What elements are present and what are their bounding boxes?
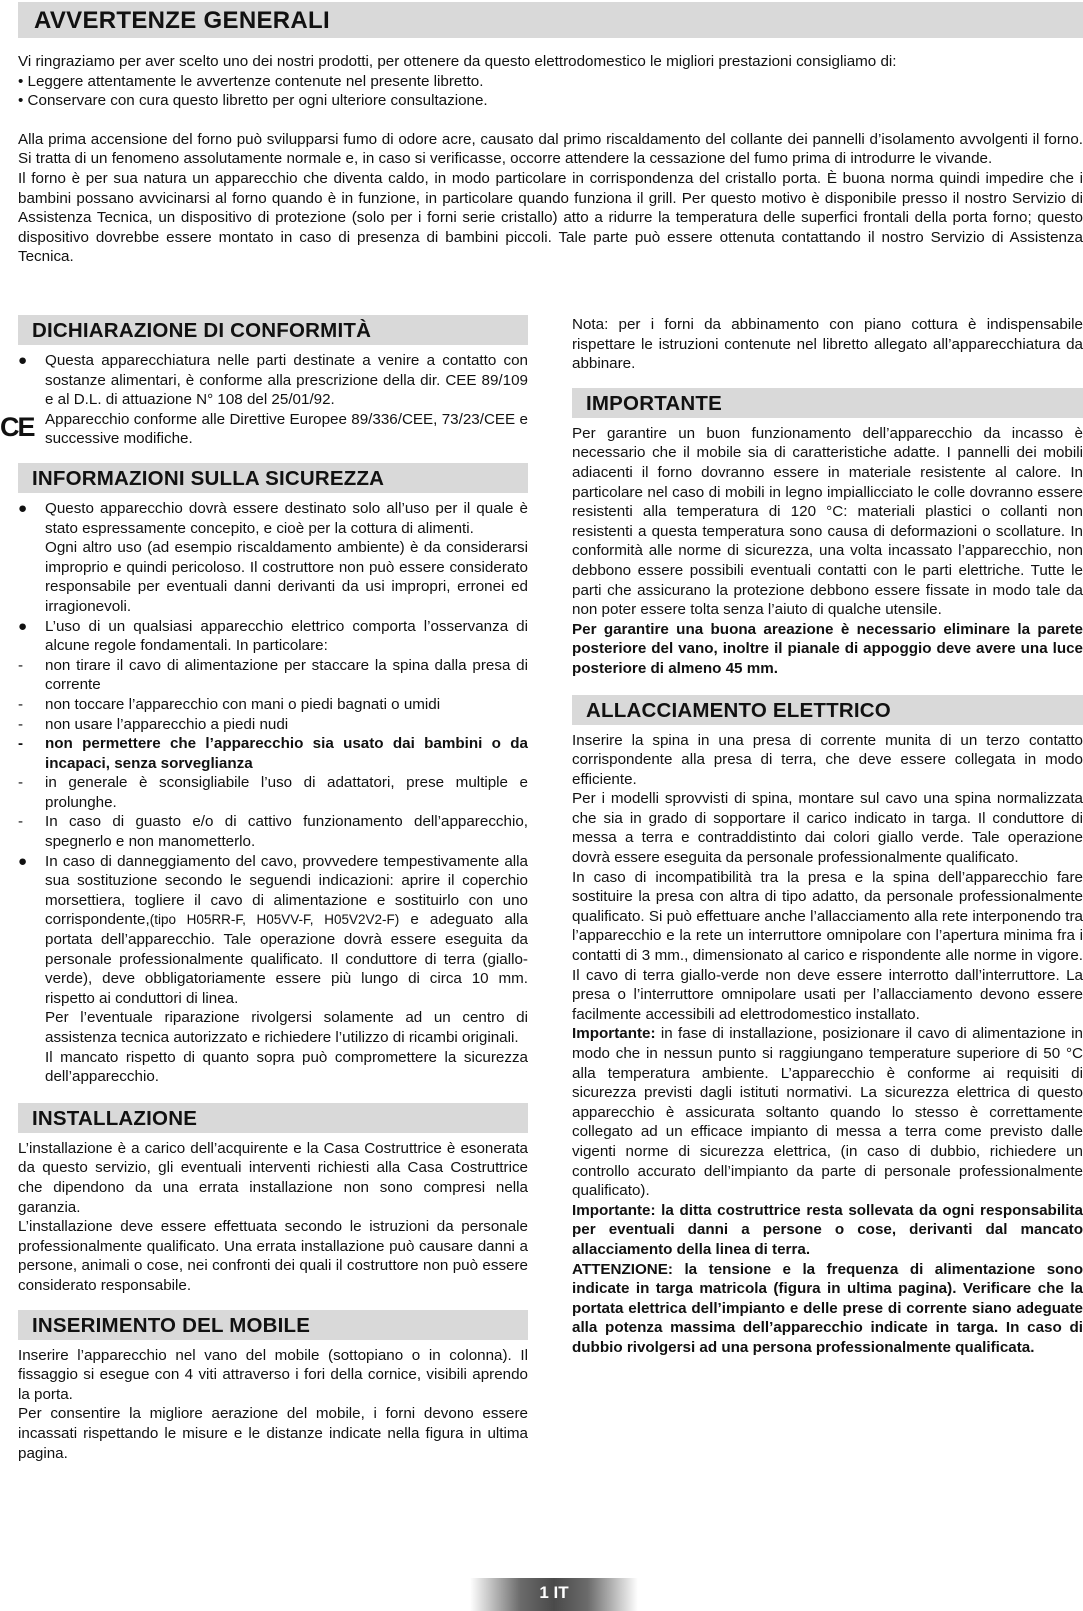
intro-paragraph: Alla prima accensione del forno può svilupparsi fumo di odore acre, causato dal primo riscaldamento del collante dei pannelli d’isolamento avvolgenti il forno. Si tratta di un fenomeno assolutamente normale e, in caso si verificasse, occorre attendere la cessazione del fumo prima di introdurre le vivande. — [18, 130, 1083, 168]
list-item: ● In caso di danneggiamento del cavo, provvedere tempestivamente alla sua sostituzione secondo le seguendi indicazioni: aprire il coperchio morsettiera, togliere il cavo di alimentazione e sostituirlo con uno corrispondente,(tipo H05RR-F, H05VV-F, H05V2V2-F) e adeguato alla portata dell’apparecchio. Tale operazione dovrà essere eseguita da personale professionalmente qualificato. Il conduttore di terra (giallo-verde), deve obbligatoriamente essere più lungo di circa 10 mm. rispetto ai conduttori di linea. Per l’eventuale riparazione rivolgersi solamente ad un centro di assistenza tecnica autorizzato e richiedere l’utilizzo di ricambi originali. Il mancato rispetto di quanto sopra può compromettere la sicurezza dell’apparecchio. — [18, 852, 528, 1086]
section-title-sicurezza: INFORMAZIONI SULLA SICUREZZA — [32, 466, 385, 490]
page-number: 1 IT — [539, 1583, 569, 1602]
dash-icon: - — [18, 695, 24, 713]
allacciamento-paragraph: Importante: in fase di installazione, posizionare il cavo di alimentazione in modo che in nessun punto si raggiungano temperature superiore di 50 °C alla temperatura ambiente. L’apparecchio è conforme ai requisiti di sicurezza previsti dagli istituti normativi. La sicurezza elettrica di questo apparecchio è assicurata soltanto quando lo stesso è correttamente collegato ad un efficace impianto di messa a terra come previsto dalle vigenti norme di sicurezza elettrica, (in caso di dubbio, richiedere un controllo accurato dell’impianto da parte di personale professionalmente qualificato). — [572, 1025, 1083, 1200]
left-column — [0, 315, 528, 1463]
bullet-icon: ● — [18, 617, 28, 635]
page-number-badge — [470, 1578, 638, 1611]
section-title-mobile: INSERIMENTO DEL MOBILE — [32, 1313, 311, 1337]
bullet-icon: ● — [18, 852, 28, 870]
list-item: ● L’uso di un qualsiasi apparecchio elettrico comporta l’osservanza di alcune regole fondamentali. In particolare: — [18, 617, 528, 655]
bullet-icon: ● — [18, 499, 28, 517]
list-item: - In caso di guasto e/o di cattivo funzionamento dell’apparecchio, spegnerlo e non manometterlo. — [18, 813, 528, 851]
section-title-importante: IMPORTANTE — [586, 391, 723, 415]
section-header — [18, 463, 528, 493]
mobile-paragraph: Per consentire la migliore aerazione del mobile, i forni devono essere incassati rispettando le misure e le distanze indicate nella figura in ultima pagina. — [18, 1405, 528, 1462]
list-item: ● Questa apparecchiatura nelle parti destinate a venire a contatto con sostanze alimentari, è conforme alla prescrizione della dir. CEE 89/109 e al D.L. di attuazione N° 108 del 25/01/92. — [18, 352, 528, 409]
page-title: AVVERTENZE GENERALI — [34, 7, 330, 34]
installazione-paragraph: L’installazione deve essere effettuata secondo le istruzioni da personale professionalmente qualificato. Una errata installazione può causare danni a persone, animali o cose, nei confronti dei quali il costruttore non può essere considerato responsabile. — [18, 1218, 528, 1294]
section-header — [18, 1310, 528, 1340]
section-header — [572, 388, 1083, 418]
ce-mark-icon: CE — [0, 411, 34, 442]
intro-section — [18, 52, 1083, 267]
section-title-allacciamento: ALLACCIAMENTO ELETTRICO — [586, 698, 891, 722]
allacciamento-paragraph: In caso di incompatibilità tra la presa e la spina dell’apparecchio fare sostituire la presa con altra di tipo adatto, da personale professionalmente qualificato. Si può effettuare anche l’allacciamento alla rete interponendo tra l’apparecchio e la rete un interruttore omnipolare con l’apertura minima fra i contatti di 3 mm., dimensionato al carico e rispondente alle norme in vigore. Il cavo di terra giallo-verde non deve essere interrotto dall’interruttore. La presa o l’interruttore omnipolare usati per l’allacciamento devono essere facilmente accessibili ad elettrodomestico installato. — [572, 868, 1083, 1023]
sicurezza-list — [18, 499, 528, 1087]
dash-icon: - — [18, 774, 24, 792]
right-column — [572, 315, 1083, 1358]
list-item: - non permettere che l’apparecchio sia usato dai bambini o da incapaci, senza sorveglianza — [18, 735, 528, 772]
intro-bullet: • Conservare con cura questo libretto per ogni ulteriore consultazione. — [18, 92, 488, 110]
importante-paragraph: Per garantire un buon funzionamento dell’apparecchio da incasso è necessario che il mobile sia di caratteristiche adatte. I pannelli dei mobili adiacenti il forno dovranno essere in materiale resistente al calore. In particolare nel caso di mobili in legno impiallicciato le colle dovranno essere resistenti alla temperatura di 120 °C: materiali plastici o collanti non resistenti a questa temperatura sono causa di deformazioni o scollature. In conformità alle norme di sicurezza, una volta incassato l’apparecchio, non debbono essere possibili eventuali contatti con le parti elettriche. Tutte le parti che assicurano la protezione debbono essere fissate in modo tale da non poter essere tolta senza l’aiuto di qualche utensile. — [572, 424, 1083, 619]
dash-icon: - — [18, 656, 24, 674]
mobile-paragraph: Inserire l’apparecchio nel vano del mobile (sottopiano o in colonna). Il fissaggio si esegue con 4 viti attraverso i fori della cornice, visibili aprendo la porta. — [18, 1346, 528, 1403]
installazione-paragraph: L’installazione è a carico dell’acquirente e la Casa Costruttrice è esonerata da questo servizio, gli eventuali interventi richiesti alla Casa Costruttrice che dipendono da una errata installazione non sono compresi nella garanzia. — [18, 1139, 528, 1216]
list-item: - non tirare il cavo di alimentazione per staccare la spina dalla presa di corrente — [18, 656, 528, 694]
intro-paragraph: Vi ringraziamo per aver scelto uno dei nostri prodotti, per ottenere da questo elettrodomestico le migliori prestazioni consigliamo di: — [18, 53, 897, 70]
allacciamento-paragraph: Inserire la spina in una presa di corrente munita di un terzo contatto corrispondente alla presa di terra, che deve essere collegata in modo efficiente. — [572, 731, 1083, 788]
section-header — [18, 1103, 528, 1133]
list-item: ● Questo apparecchio dovrà essere destinato solo all’uso per il quale è stato espressamente concepito, e cioè per la cottura di alimenti. Ogni altro uso (ad esempio riscaldamento ambiente) è da considerarsi improprio e quindi pericoloso. Il costruttore non può essere considerato responsabile per eventuali danni derivanti da usi impropri, erronei ed irragionevoli. — [18, 499, 528, 615]
nota-paragraph: Nota: per i forni da abbinamento con piano cottura è indispensabile rispettare le istruzioni contenute nel libretto allegato all’apparecchiatura da abbinare. — [572, 316, 1083, 373]
section-header — [572, 695, 1083, 725]
section-title-conformita: DICHIARAZIONE DI CONFORMITÀ — [32, 319, 372, 342]
dash-icon: - — [18, 735, 24, 753]
conformita-list — [0, 351, 528, 449]
intro-paragraph: Il forno è per sua natura un apparecchio che diventa caldo, in modo particolare in corrispondenza del cristallo porta. È buona norma quindi impedire che i bambini possano avvicinarsi al forno quando è in funzione, in particolare quando funziona il grill. Per questo motivo è disponibile presso il nostro Servizio di Assistenza Tecnica, un dispositivo di protezione (solo per i forni serie cristallo) atto a ridurre la temperatura delle superfici frontali della porta forno; questo dispositivo dovrebbe essere montato in caso di presenza di bambini piccoli. Tale parte può essere ottenuta contattando il nostro Servizio di Assistenza Tecnica. — [18, 169, 1083, 266]
list-item: CE Apparecchio conforme alle Direttive Europee 89/336/CEE, 73/23/CEE e successive modifiche. — [0, 410, 528, 448]
allacciamento-paragraph: Per i modelli sprovvisti di spina, montare sul cavo una spina normalizzata che sia in grado di sopportare il carico indicato in targa. Il conduttore di messa a terra e contraddistinto dai colori giallo verde. Tale operazione dovrà essere eseguita da personale professionalmente qualificato. — [572, 790, 1083, 867]
list-item: - non usare l’apparecchio a piedi nudi — [18, 715, 289, 733]
list-item: - non toccare l’apparecchio con mani o piedi bagnati o umidi — [18, 695, 441, 713]
importante-bold-paragraph: Per garantire una buona areazione è necessario eliminare la parete posteriore del vano, inoltre il pianale di appoggio deve avere una luce posteriore di almeno 45 mm. — [572, 620, 1083, 677]
section-title-installazione: INSTALLAZIONE — [32, 1106, 198, 1130]
list-item: - in generale è sconsigliabile l’uso di adattatori, prese multiple e prolunghe. — [18, 774, 528, 811]
bullet-icon: ● — [18, 352, 28, 369]
allacciamento-bold-paragraph: Importante: la ditta costruttrice resta sollevata da ogni responsabilita per eventuali danni a persone o cose, derivanti dal mancato allacciamento della linea di terra. — [572, 1201, 1083, 1258]
intro-bullet: • Leggere attentamente le avvertenze contenute nel presente libretto. — [18, 72, 484, 90]
main-header-bar — [18, 2, 1083, 38]
allacciamento-bold-paragraph: ATTENZIONE: la tensione e la frequenza di alimentazione sono indicate in targa matricola (figura in ultima pagina). Verificare che la portata elettrica dell’impianto e delle prese di corrente siano adeguate alla potenza massima dell’apparecchio indicate in targa. In caso di dubbio rivolgersi ad una persona professionalmente qualificata. — [572, 1260, 1083, 1356]
dash-icon: - — [18, 715, 24, 733]
section-header — [18, 315, 528, 345]
dash-icon: - — [18, 813, 24, 831]
